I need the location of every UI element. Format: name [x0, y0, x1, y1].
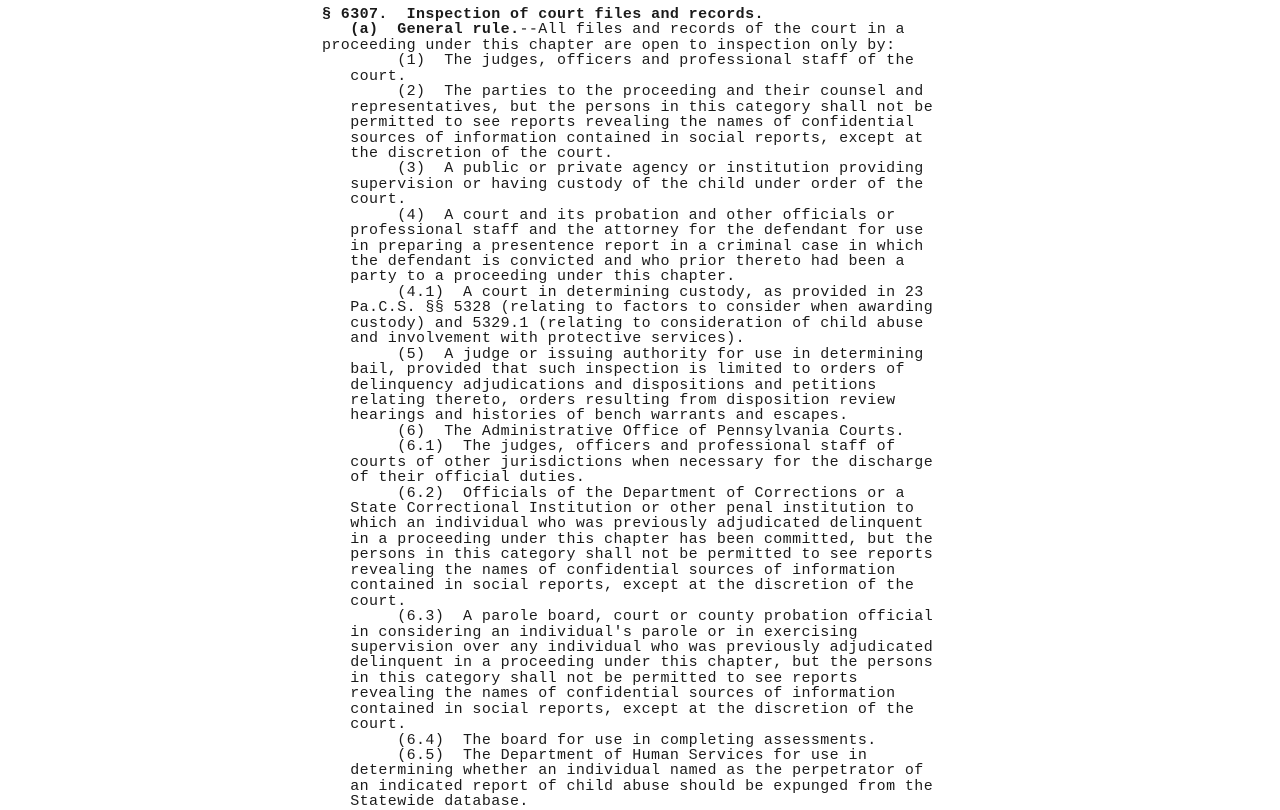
statute-line: (3) A public or private agency or institution providing [322, 160, 924, 178]
statute-line: (6.4) The board for use in completing assessments. [322, 731, 877, 749]
statute-body [322, 53, 962, 809]
statute-line: delinquency adjudications and dispositions and petitions [322, 376, 877, 394]
statute-line: State Correctional Institution or other penal institution to [322, 500, 915, 517]
statute-line: (6.2) Officials of the Department of Corrections or a [322, 484, 905, 502]
statute-line: court. [322, 191, 407, 209]
statute-line: in preparing a presentence report in a criminal case in which [322, 237, 924, 255]
subsection-intro-continued: proceeding under this chapter are open to inspection only by: [322, 36, 896, 54]
statute-line: persons in this category shall not be permitted to see reports [322, 546, 934, 564]
statute-line: in considering an individual's parole or in exercising [322, 623, 858, 641]
statute-line: in a proceeding under this chapter has been committed, but the [322, 530, 934, 548]
statute-line: (6) The Administrative Office of Pennsylvania Courts. [322, 422, 905, 440]
statute-line: (4.1) A court in determining custody, as provided in 23 [322, 283, 924, 301]
statute-line: determining whether an individual named as the perpetrator of [322, 762, 924, 780]
statute-line: Pa.C.S. §§ 5328 (relating to factors to consider when awarding [322, 299, 934, 317]
statute-line: revealing the names of confidential sources of information [322, 561, 896, 579]
statute-line: (6.5) The Department of Human Services for use in [322, 747, 868, 764]
statute-line: which an individual who was previously adjudicated delinquent [322, 515, 924, 533]
statute-line: custody) and 5329.1 (relating to consideration of child abuse [322, 314, 924, 332]
statute-line: (2) The parties to the proceeding and their counsel and [322, 83, 924, 101]
statute-line: (6.3) A parole board, court or county probation official [322, 608, 934, 626]
subsection-heading: General rule. [397, 21, 520, 39]
statute-line: (1) The judges, officers and professional staff of the [322, 52, 915, 70]
statute-line: the discretion of the court. [322, 144, 614, 162]
statute-line: (5) A judge or issuing authority for use in determining [322, 345, 924, 363]
statute-line: in this category shall not be permitted to see reports [322, 669, 858, 687]
statute-line: delinquent in a proceeding under this chapter, but the persons [322, 654, 934, 672]
statute-line: supervision over any individual who was previously adjudicated [322, 638, 934, 656]
statute-line: the defendant is convicted and who prior thereto had been a [322, 253, 905, 270]
statute-line: of their official duties. [322, 469, 586, 487]
statute-line: supervision or having custody of the child under order of the [322, 175, 924, 193]
subsection-label: (a) [350, 21, 379, 39]
statute-line: representatives, but the persons in this category shall not be [322, 98, 934, 116]
statute-line: court. [322, 592, 407, 610]
statute-line: permitted to see reports revealing the names of confidential [322, 114, 915, 132]
statute-document [322, 7, 962, 810]
section-title: Inspection of court files and records. [406, 6, 764, 23]
statute-line: contained in social reports, except at the discretion of the [322, 700, 915, 718]
statute-line: professional staff and the attorney for the defendant for use [322, 222, 924, 240]
statute-line: an indicated report of child abuse should be expunged from the [322, 777, 934, 795]
statute-line: contained in social reports, except at the discretion of the [322, 577, 915, 595]
statute-line: court. [322, 716, 407, 734]
statute-line: bail, provided that such inspection is limited to orders of [322, 361, 905, 379]
statute-line: (4) A court and its probation and other officials or [322, 206, 896, 224]
statute-line: Statewide database. [322, 793, 529, 810]
statute-line: hearings and histories of bench warrants and escapes. [322, 407, 849, 425]
statute-line: revealing the names of confidential sources of information [322, 685, 896, 703]
statute-line: and involvement with protective services). [322, 330, 746, 348]
statute-line: courts of other jurisdictions when necessary for the discharge [322, 453, 934, 471]
subsection-a-heading [322, 22, 962, 37]
subsection-intro: --All files and records of the court in a [519, 21, 905, 39]
statute-line: court. [322, 67, 407, 85]
statute-line: party to a proceeding under this chapter. [322, 268, 736, 286]
section-heading [322, 7, 962, 22]
section-number: § 6307. [322, 6, 388, 23]
statute-line: sources of information contained in social reports, except at [322, 129, 924, 147]
statute-line: relating thereto, orders resulting from disposition review [322, 391, 896, 409]
statute-line: (6.1) The judges, officers and professional staff of [322, 438, 896, 456]
